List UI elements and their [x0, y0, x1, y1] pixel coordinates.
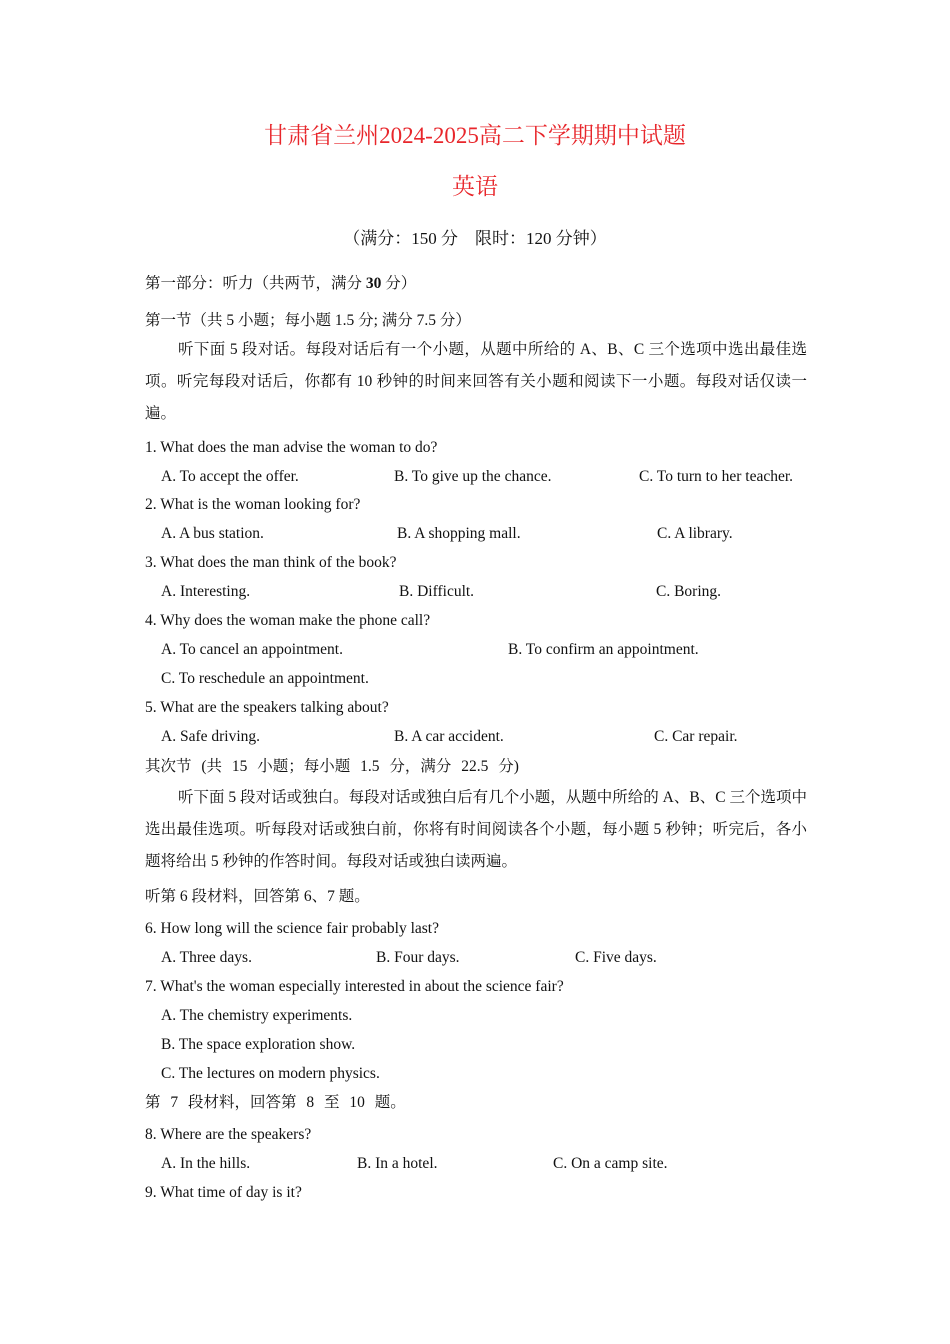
question-stem: 3. What does the man think of the book? — [145, 554, 397, 571]
section2-instructions: 听下面 5 段对话或独白。每段对话或独白后有几个小题，从题中所给的 A、B、C 三个选项中选出最佳选项。听每段对话或独白前，你将有时间阅读各个小题，每小题 5 秒钟；听完后，各小题将给出 5 秒钟的作答时间。每段对话或独白读两遍。 — [145, 789, 807, 870]
option-c: C. On a camp site. — [553, 1155, 668, 1172]
section1-instructions: 听下面 5 段对话。每段对话后有一个小题，从题中所给的 A、B、C 三个选项中选出最佳选项。听完每段对话后，你都有 10 秒钟的时间来回答有关小题和阅读下一小题。每段对话仅读一遍。 — [145, 341, 807, 422]
exam-info: （满分：150 分 限时：120 分钟） — [343, 229, 607, 248]
subject-title: 英语 — [452, 174, 498, 199]
option-a: A. Safe driving. — [161, 728, 261, 745]
option-c: C. Boring. — [656, 583, 722, 600]
part1-heading — [145, 273, 416, 295]
option-a: A. A bus station. — [161, 525, 264, 542]
option-c: C. To turn to her teacher. — [639, 468, 794, 485]
question-stem: 2. What is the woman looking for? — [145, 496, 361, 513]
part1-heading-suffix: 分） — [381, 275, 417, 292]
option-a: A. To cancel an appointment. — [161, 641, 343, 658]
question-stem: 9. What time of day is it? — [145, 1184, 302, 1201]
question-stem: 7. What's the woman especially interested in about the science fair? — [145, 978, 564, 995]
question-stem: 5. What are the speakers talking about? — [145, 699, 389, 716]
part1-heading-prefix: 第一部分：听力（共两节，满分 — [145, 275, 366, 292]
option-b: B. Difficult. — [399, 583, 475, 600]
question-stem: 1. What does the man advise the woman to do? — [145, 439, 438, 456]
option-a: A. The chemistry experiments. — [161, 1007, 353, 1024]
option-b: B. To confirm an appointment. — [508, 641, 699, 658]
question-stem: 6. How long will the science fair probably last? — [145, 920, 439, 937]
option-c: C. The lectures on modern physics. — [161, 1065, 380, 1082]
option-a: A. To accept the offer. — [161, 468, 299, 485]
exam-title: 甘肃省兰州2024-2025高二下学期期中试题 — [264, 123, 686, 148]
option-a: A. In the hills. — [161, 1155, 251, 1172]
option-c: C. Car repair. — [654, 728, 738, 745]
option-a: A. Three days. — [161, 949, 252, 966]
material-6-note: 听第 6 段材料，回答第 6、7 题。 — [145, 888, 370, 905]
material-7-note: 第 7 段材料，回答第 8 至 10 题。 — [145, 1094, 406, 1111]
option-b: B. To give up the chance. — [394, 468, 552, 485]
question-stem: 8. Where are the speakers? — [145, 1126, 312, 1143]
option-b: B. The space exploration show. — [161, 1036, 356, 1053]
question-stem: 4. Why does the woman make the phone call? — [145, 612, 431, 629]
option-c: C. Five days. — [575, 949, 657, 966]
option-a: A. Interesting. — [161, 583, 251, 600]
section1-heading: 第一节（共 5 小题；每小题 1.5 分; 满分 7.5 分） — [145, 312, 471, 329]
part1-heading-score: 30 — [365, 275, 382, 292]
option-c: C. To reschedule an appointment. — [161, 670, 369, 687]
option-c: C. A library. — [657, 525, 733, 542]
section2-heading: 其次节 (共 15 小题；每小题 1.5 分，满分 22.5 分) — [145, 758, 519, 775]
option-b: B. In a hotel. — [357, 1155, 438, 1172]
option-b: B. Four days. — [376, 949, 460, 966]
option-b: B. A car accident. — [394, 728, 504, 745]
option-b: B. A shopping mall. — [397, 525, 521, 542]
